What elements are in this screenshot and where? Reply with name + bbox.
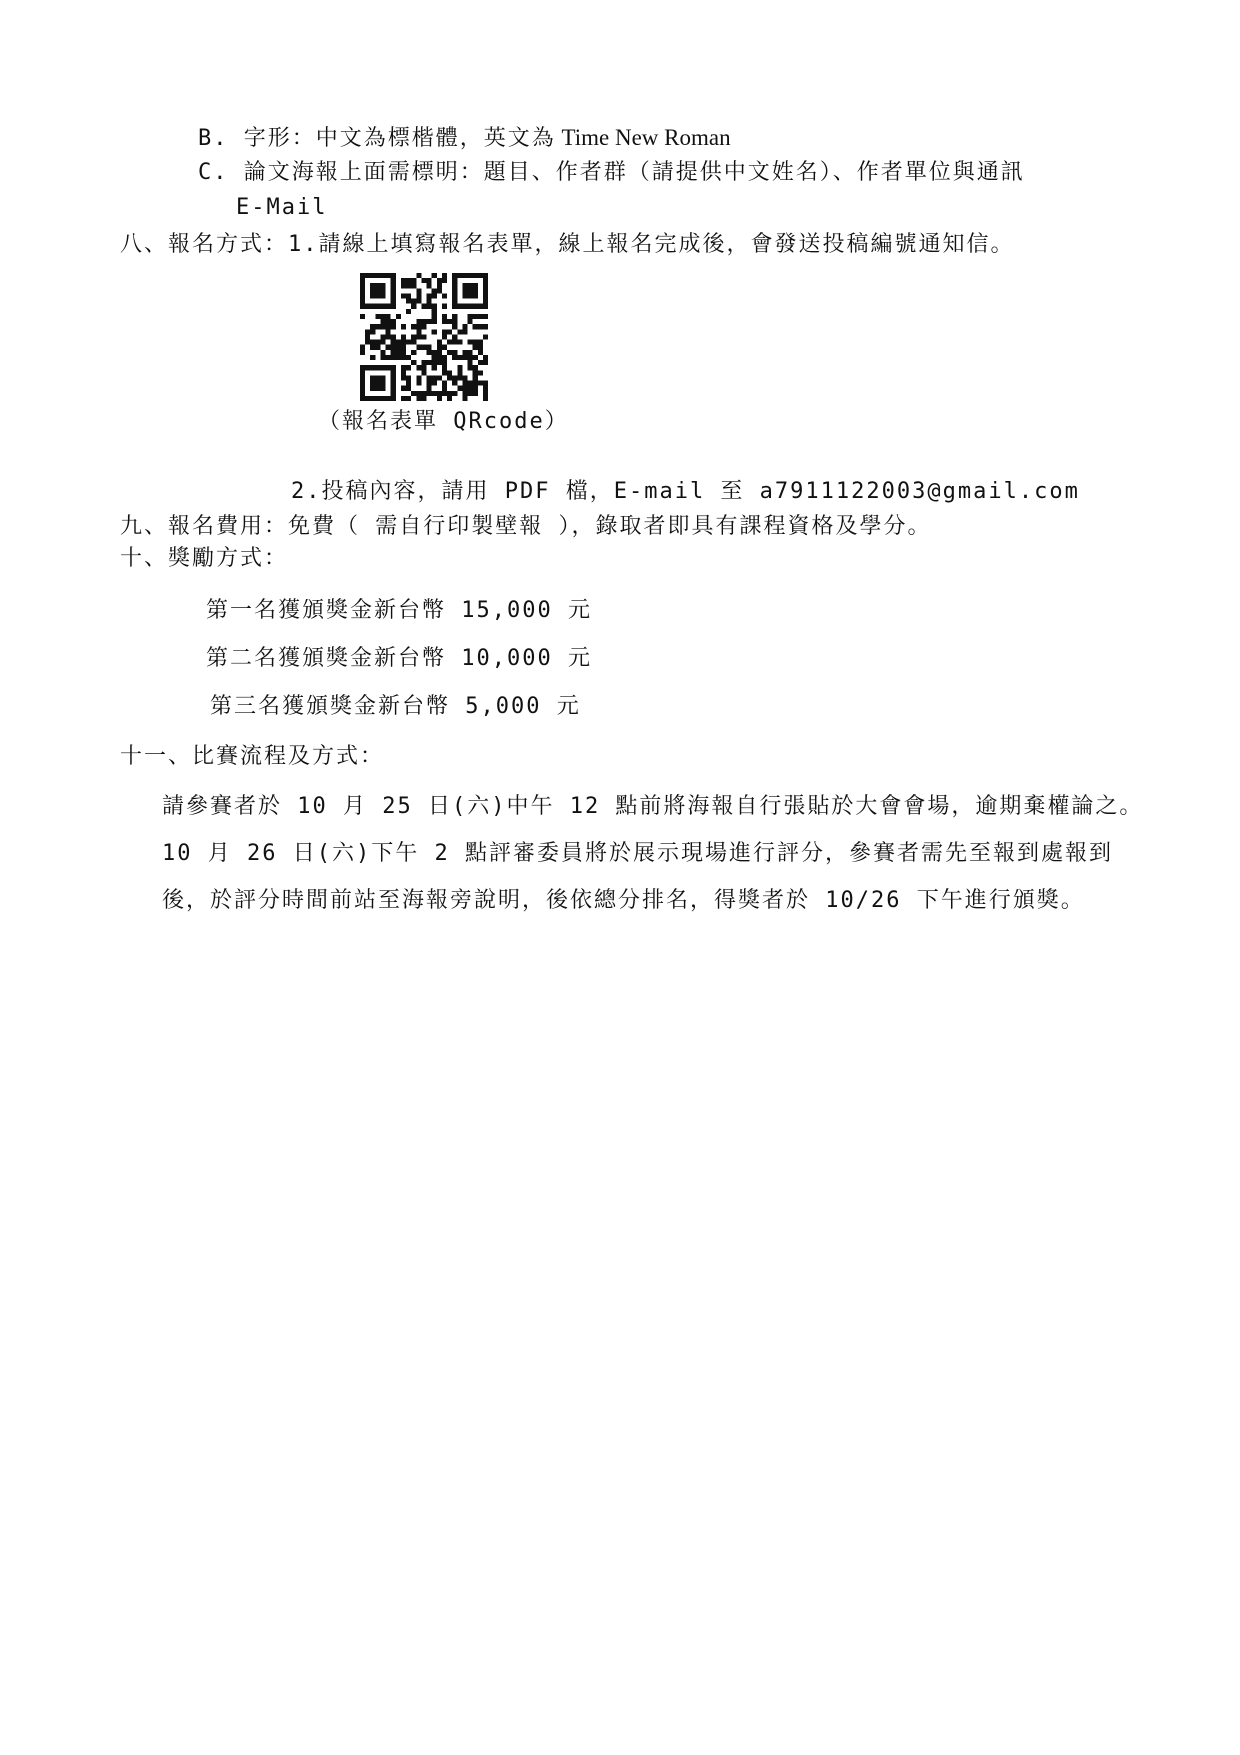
award-third: 第三名獲頒獎金新台幣 5,000 元: [210, 694, 581, 719]
font-spec-line: [198, 124, 731, 153]
fee-text: 免費（ 需自行印製壁報 ），錄取者即具有課程資格及學分。: [288, 514, 932, 539]
fee-heading: 九、報名費用：: [120, 514, 289, 539]
process-line-1: 請參賽者於 10 月 25 日(六)中午 12 點前將海報自行張貼於大會會場，逾期棄權論之。: [162, 794, 1144, 819]
registration-qr-code[interactable]: [360, 273, 488, 401]
fee-line: [120, 513, 932, 541]
poster-spec-text: 論文海報上面需標明：題目、作者群（請提供中文姓名）、作者單位與通訊: [228, 160, 1025, 185]
font-spec-label: B.: [198, 126, 229, 151]
font-spec-english: Time New Roman: [555, 125, 731, 150]
process-heading: 十一、比賽流程及方式：: [120, 744, 385, 769]
registration-line: [120, 231, 1015, 259]
registration-step1: 1.請線上填寫報名表單，線上報名完成後，會發送投稿編號通知信。: [288, 232, 1015, 257]
award-first: 第一名獲頒獎金新台幣 15,000 元: [206, 598, 592, 623]
qr-caption: （報名表單 QRcode）: [318, 409, 569, 434]
process-line-2: 10 月 26 日(六)下午 2 點評審委員將於展示現場進行評分，參賽者需先至報到處報到: [162, 841, 1113, 866]
poster-spec-continuation: E-Mail: [236, 195, 328, 220]
awards-heading: 十、獎勵方式：: [120, 546, 289, 571]
poster-spec-label: C.: [198, 160, 229, 185]
registration-step2: 2.投稿內容，請用 PDF 檔，E-mail 至 a7911122003@gmail.com: [291, 479, 1080, 504]
font-spec-text: 字形：中文為標楷體，英文為: [228, 126, 556, 151]
process-line-3: 後，於評分時間前站至海報旁說明，後依總分排名，得獎者於 10/26 下午進行頒獎。: [162, 888, 1085, 913]
registration-heading: 八、報名方式：: [120, 232, 289, 257]
poster-spec-line: [198, 159, 1025, 187]
award-second: 第二名獲頒獎金新台幣 10,000 元: [206, 646, 592, 671]
